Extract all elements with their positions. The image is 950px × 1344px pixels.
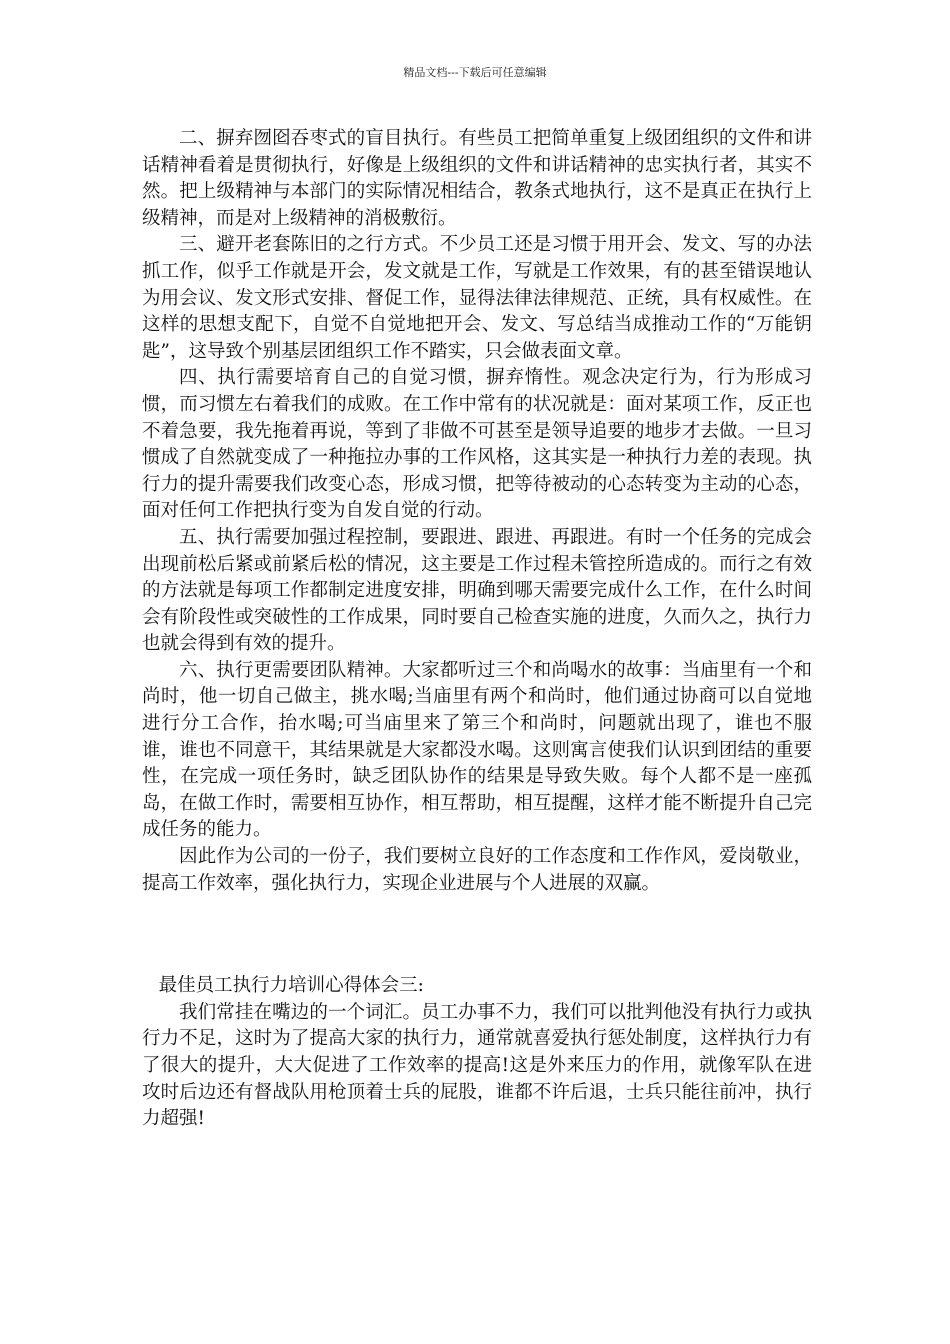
paragraph-4: 四、执行需要培育自己的自觉习惯，摒弃惰性。观念决定行为，行为形成习惯，而习惯左右着我们的成败。在工作中常有的状况就是：面对某项工作，反正也不着急要，我先拖着再说，等到了非做不可甚至是领导追要的地步才去做。一旦习惯成了自然就变成了一种拖拉办事的工作风格，这其实是一种执行力差的表现。执行力的提升需要我们改变心态，形成习惯，把等待被动的心态转变为主动的心态，面对任何工作把执行变为自发自觉的行动。 <box>142 367 812 522</box>
page-header: 精品文档---下载后可任意编辑 <box>403 66 547 79</box>
paragraph-6: 六、执行更需要团队精神。大家都听过三个和尚喝水的故事：当庙里有一个和尚时，他一切自己做主，挑水喝;当庙里有两个和尚时，他们通过协商可以自觉地进行分工合作，抬水喝;可当庙里来了第三个和尚时，问题就出现了，谁也不服谁，谁也不同意干，其结果就是大家都没水喝。这则寓言使我们认识到团结的重要性，在完成一项任务时，缺乏团队协作的结果是导致失败。每个人都不是一座孤岛，在做工作时，需要相互协作，相互帮助，相互提醒，这样才能不断提升自己完成任务的能力。 <box>142 659 812 841</box>
paragraph-5: 五、执行需要加强过程控制，要跟进、跟进、再跟进。有时一个任务的完成会出现前松后紧或前紧后松的情况，这主要是工作过程未管控所造成的。而行之有效的方法就是每项工作都制定进度安排，明确到哪天需要完成什么工作，在什么时间会有阶段性或突破性的工作成果，同时要自己检查实施的进度，久而久之，执行力也就会得到有效的提升。 <box>142 526 812 655</box>
section-paragraph: 我们常挂在嘴边的一个词汇。员工办事不力，我们可以批判他没有执行力或执行力不足，这时为了提高大家的执行力，通常就喜爱执行惩处制度，这样执行力有了很大的提升，大大促进了工作效率的提高!这是外来压力的作用，就像军队在进攻时后边还有督战队用枪顶着士兵的屁股，谁都不许后退，士兵只能往前冲，执行力超强! <box>142 1001 813 1130</box>
paragraph-conclusion: 因此作为公司的一份子，我们要树立良好的工作态度和工作作风，爱岗敬业，提高工作效率，强化执行力，实现企业进展与个人进展的双赢。 <box>142 846 812 894</box>
paragraph-3: 三、避开老套陈旧的之行方式。不少员工还是习惯于用开会、发文、写的办法抓工作，似乎工作就是开会，发文就是工作，写就是工作效果，有的甚至错误地认为用会议、发文形式安排、督促工作，显得法律法律规范、正统，具有权威性。在这样的思想支配下，自觉不自觉地把开会、发文、写总结当成推动工作的“万能钥匙”，这导致个别基层团组织工作不踏实，只会做表面文章。 <box>142 234 812 362</box>
paragraph-2: 二、摒弃囫囵吞枣式的盲目执行。有些员工把简单重复上级团组织的文件和讲话精神看着是贯彻执行，好像是上级组织的文件和讲话精神的忠实执行者，其实不然。把上级精神与本部门的实际情况相结合，教条式地执行，这不是真正在执行上级精神，而是对上级精神的消极敷衍。 <box>142 128 812 229</box>
document-body <box>142 126 812 1133</box>
section-title: 最佳员工执行力培训心得体会三: <box>158 975 424 997</box>
